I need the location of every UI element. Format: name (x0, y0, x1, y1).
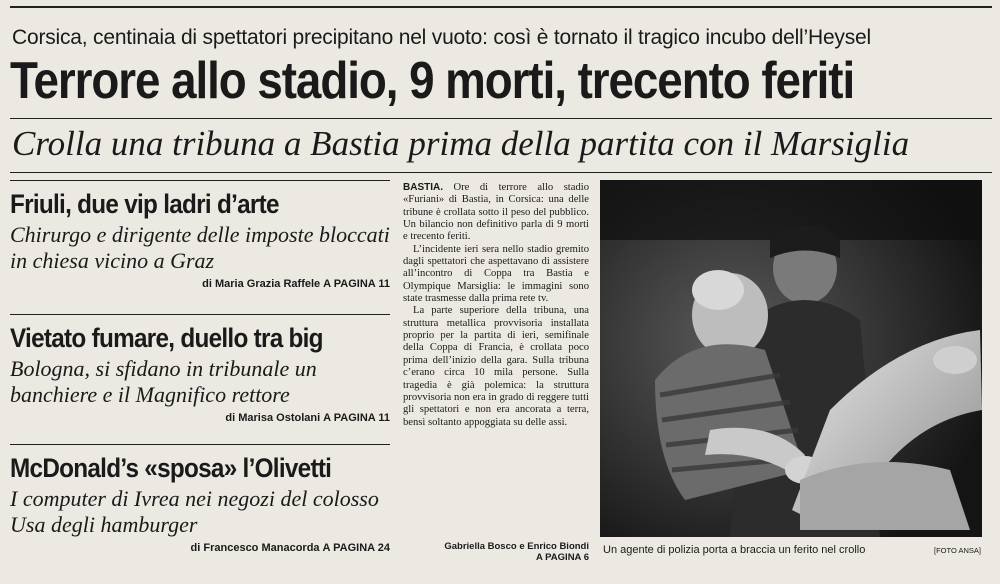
subhead: Crolla una tribuna a Bastia prima della partita con il Marsiglia (12, 124, 910, 163)
news-photo (600, 180, 982, 537)
story-mcdonalds (10, 452, 390, 554)
top-rule (10, 6, 992, 8)
story-credit (10, 278, 390, 290)
story-title: McDonald’s «sposa» l’Olivetti (10, 453, 332, 483)
paragraph-text: Ore di terrore allo stadio «Furiani» di Bastia, in Corsica: una delle tribune è crollata sotto il peso del pubblico. Un bilancio non definitivo parla di 9 morti e trecento feriti. (403, 182, 589, 243)
story-author: di Marisa Ostolani (225, 412, 321, 424)
story-fumare (10, 322, 390, 424)
headline: Terrore allo stadio, 9 morti, trecento feriti (10, 52, 855, 110)
story-deck: Chirurgo e dirigente delle imposte bloccati in chiesa vicino a Graz (10, 222, 390, 273)
story-author: di Maria Grazia Raffele (202, 278, 321, 290)
story-credit (10, 542, 390, 554)
story-page-ref: A PAGINA 11 (323, 412, 390, 424)
story-author: di Francesco Manacorda (190, 542, 320, 554)
story-rule-2 (10, 314, 390, 315)
story-page-ref: A PAGINA 24 (322, 542, 390, 554)
story-rule-3 (10, 444, 390, 445)
dateline: BASTIA. (403, 182, 443, 193)
story-rule-1 (10, 180, 390, 181)
subhead-rule (10, 172, 992, 173)
article-paragraph: L’incidente ieri sera nello stadio gremito dagli spettatori che aspettavano di assistere all’incontro di Coppa tra Bastia e Olympique Marsiglia: le immagini sono state trasmesse dalla prima rete tv. (403, 243, 589, 305)
article-paragraph (403, 182, 589, 244)
article-paragraph: La parte superiore della tribuna, una struttura metallica provvisoria installata proprio per la partita di ieri, semifinale della Coppa di Francia, è crollata poco prima dell’inizio della gara. Sulla tribuna c’erano circa 10 mila persone. Sulla tragedia è già polemica: la struttura provvisoria non era in grado di reggere tutti gli spettatori e non era ancorata a terra, bensì soltanto appoggiata su delle assi. (403, 305, 589, 428)
kicker: Corsica, centinaia di spettatori precipitano nel vuoto: così è tornato il tragico incubo dell’Heysel (12, 26, 871, 49)
story-deck: I computer di Ivrea nei negozi del colosso Usa degli hamburger (10, 486, 379, 537)
story-friuli (10, 188, 390, 290)
article-authors: Gabriella Bosco e Enrico Biondi (444, 541, 589, 552)
story-title: Vietato fumare, duello tra big (10, 323, 323, 353)
story-page-ref: A PAGINA 11 (323, 278, 390, 290)
story-title: Friuli, due vip ladri d’arte (10, 189, 279, 219)
headline-rule (10, 118, 992, 119)
article-credit (403, 541, 589, 563)
photo-illustration (600, 180, 982, 537)
story-deck: Bologna, si sfidano in tribunale un banchiere e il Magnifico rettore (10, 356, 317, 407)
photo-caption: Un agente di polizia porta a braccia un ferito nel crollo (603, 544, 866, 556)
photo-credit: [FOTO ANSA] (934, 546, 981, 555)
article-body (403, 182, 589, 429)
story-credit (10, 412, 390, 424)
article-page-ref: A PAGINA 6 (536, 552, 589, 563)
